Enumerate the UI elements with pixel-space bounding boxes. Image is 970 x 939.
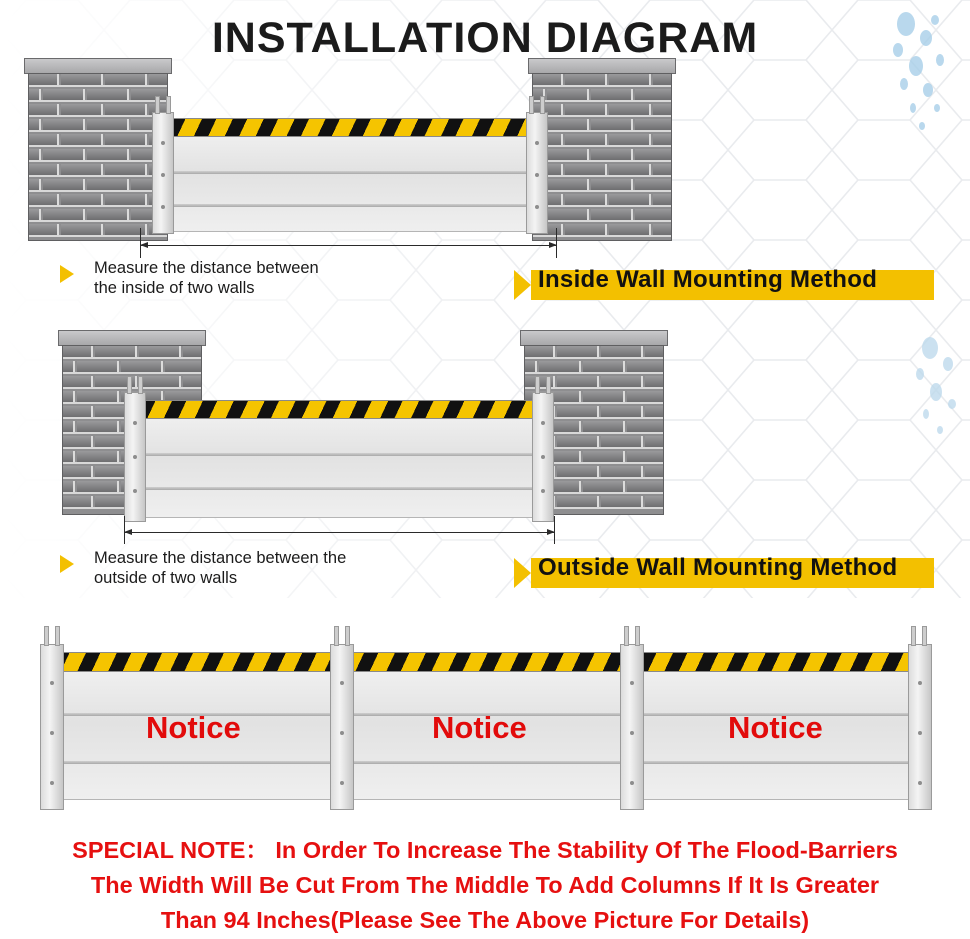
long-stub-m2a bbox=[624, 626, 629, 646]
post-stub-left-1 bbox=[155, 96, 160, 114]
caption-line-2b: outside of two walls bbox=[94, 569, 238, 587]
banner-inside-wall bbox=[514, 266, 934, 300]
post-stub-left-2 bbox=[127, 376, 132, 394]
caption-line-2a: Measure the distance between the bbox=[94, 549, 347, 567]
post-stub-left-2b bbox=[138, 376, 143, 394]
brick-column-left-1 bbox=[28, 73, 168, 241]
long-stub-m1a bbox=[334, 626, 339, 646]
long-hazard-stripe bbox=[54, 652, 918, 672]
caption-arrow-icon-1 bbox=[60, 265, 74, 283]
caption-arrow-icon-2 bbox=[60, 555, 74, 573]
post-stub-right-2b bbox=[546, 376, 551, 394]
mounting-post-left-1[interactable] bbox=[152, 112, 174, 234]
special-note-line-1: SPECIAL NOTE： In Order To Increase The Stability Of The Flood-Barriers bbox=[72, 837, 898, 863]
long-stub-m2b bbox=[635, 626, 640, 646]
banner-chevron-icon-1 bbox=[514, 270, 531, 300]
notice-label-1: Notice bbox=[146, 710, 241, 745]
long-stub-l2 bbox=[55, 626, 60, 646]
post-stub-right-1b bbox=[540, 96, 545, 114]
post-stub-right-2 bbox=[535, 376, 540, 394]
special-note bbox=[0, 833, 970, 938]
notice-label-3: Notice bbox=[728, 710, 823, 745]
long-post-right-end[interactable] bbox=[908, 644, 932, 810]
dimension-line-1 bbox=[140, 245, 557, 246]
long-stub-m1b bbox=[345, 626, 350, 646]
banner-outside-wall bbox=[514, 554, 934, 588]
banner-label-outside: Outside Wall Mounting Method bbox=[538, 554, 898, 581]
caption-inside-wall bbox=[94, 258, 424, 298]
dimension-line-2 bbox=[124, 532, 555, 533]
caption-outside-wall bbox=[94, 548, 454, 588]
brick-cap-left-2 bbox=[58, 330, 206, 346]
mounting-post-right-2[interactable] bbox=[532, 392, 554, 522]
long-stub-r2 bbox=[922, 626, 927, 646]
post-stub-left-1b bbox=[166, 96, 171, 114]
hazard-stripe-1 bbox=[170, 118, 532, 137]
long-post-middle-1[interactable] bbox=[330, 644, 354, 810]
mounting-post-right-1[interactable] bbox=[526, 112, 548, 234]
caption-line-1b: the inside of two walls bbox=[94, 279, 255, 297]
notice-label-2: Notice bbox=[432, 710, 527, 745]
special-note-line-3: Than 94 Inches(Please See The Above Picture For Details) bbox=[160, 907, 810, 933]
post-stub-right-1 bbox=[529, 96, 534, 114]
brick-column-right-1 bbox=[532, 73, 672, 241]
hazard-stripe-2 bbox=[140, 400, 548, 419]
banner-label-inside: Inside Wall Mounting Method bbox=[538, 266, 878, 293]
banner-chevron-icon-2 bbox=[514, 558, 531, 588]
long-barrier-diagram bbox=[0, 612, 970, 842]
brick-cap-right-2 bbox=[520, 330, 668, 346]
long-post-left-end[interactable] bbox=[40, 644, 64, 810]
special-note-line-2: The Width Will Be Cut From The Middle To Add Columns If It Is Greater bbox=[90, 872, 880, 898]
caption-line-1a: Measure the distance between bbox=[94, 259, 319, 277]
long-stub-l1 bbox=[44, 626, 49, 646]
page-title: INSTALLATION DIAGRAM bbox=[211, 14, 759, 62]
mounting-post-left-2[interactable] bbox=[124, 392, 146, 522]
long-post-middle-2[interactable] bbox=[620, 644, 644, 810]
long-stub-r1 bbox=[911, 626, 916, 646]
